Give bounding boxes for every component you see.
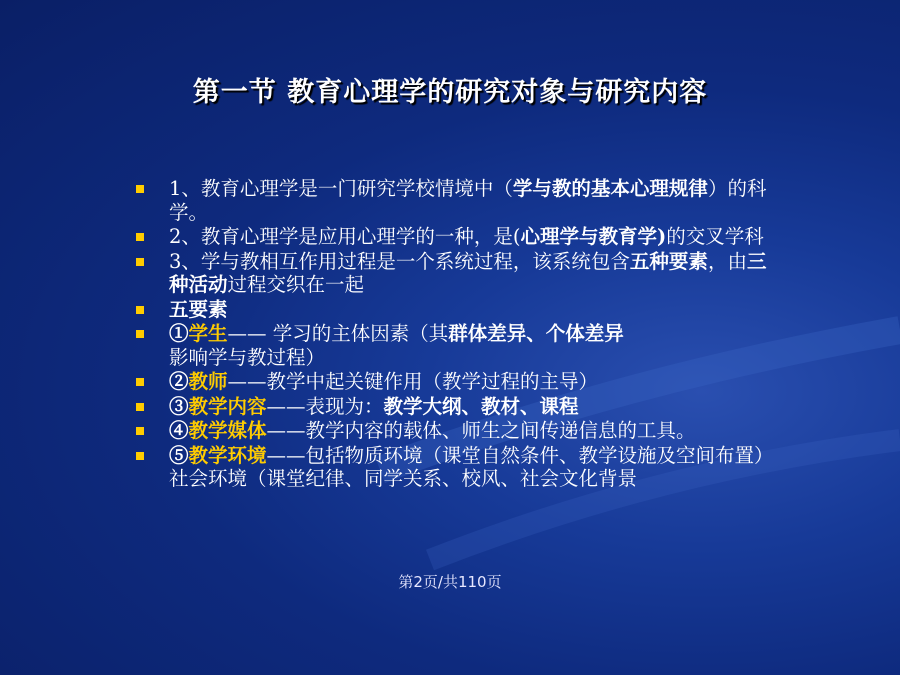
- list-item: [135, 225, 775, 249]
- item-highlight: 教学媒体: [188, 419, 267, 442]
- item-number: ①: [169, 322, 189, 345]
- bullet-square-icon: [136, 452, 144, 460]
- item-highlight: 教学内容: [188, 394, 267, 418]
- item-highlight: 教学环境: [188, 443, 267, 467]
- bullet-square-icon: [136, 258, 144, 266]
- item-text: ——教学中起关键作用（教学过程的主导）: [227, 370, 599, 393]
- list-item: [135, 177, 775, 224]
- bullet-square-icon: [136, 403, 144, 411]
- page-indicator: 第2页/共110页: [398, 573, 502, 591]
- item-text: 的交叉学科: [666, 225, 764, 248]
- list-item: [135, 370, 775, 394]
- list-item: [135, 250, 775, 297]
- item-text: 2、教育心理学是应用心理学的一种，是(: [169, 225, 521, 248]
- list-item: [135, 298, 775, 322]
- list-item: [135, 322, 775, 369]
- bullet-square-icon: [136, 233, 144, 241]
- item-text: 3、学与教相互作用过程是一个系统过程，该系统包含: [169, 249, 630, 273]
- item-number: ②: [169, 370, 189, 393]
- item-text: ——表现为：: [266, 394, 384, 418]
- bullet-list: [135, 177, 775, 492]
- item-text: ，由: [707, 249, 747, 273]
- bullet-square-icon: [136, 306, 144, 314]
- item-emphasis: 心理学与教育学): [520, 225, 667, 248]
- item-emphasis: 教学大纲、教材、课程: [383, 394, 579, 418]
- item-heading: 五要素: [169, 297, 228, 321]
- item-text: 过程交织在一起: [227, 273, 365, 296]
- item-number: ⑤: [169, 443, 189, 467]
- bullet-square-icon: [136, 427, 144, 435]
- item-text: —— 学习的主体因素（其: [227, 322, 449, 345]
- slide-title: 第一节 教育心理学的研究对象与研究内容: [192, 77, 708, 108]
- item-emphasis: 学与教的基本心理规律: [512, 177, 708, 200]
- list-item: [135, 444, 775, 491]
- item-text: ——教学内容的载体、师生之间传递信息的工具。: [266, 419, 696, 442]
- list-item: [135, 395, 775, 419]
- item-emphasis: 三种活动: [169, 249, 767, 296]
- item-text: 影响学与教过程）: [169, 345, 326, 369]
- item-highlight: 学生: [188, 322, 228, 345]
- bullet-square-icon: [136, 185, 144, 193]
- item-text: ——包括物质环境（课堂自然条件、教学设施及空间布置）社会环境（课堂纪律、同学关系、校风、社会文化背景: [169, 443, 774, 490]
- item-number: ③: [169, 394, 189, 418]
- item-highlight: 教师: [188, 370, 228, 393]
- item-number: ④: [169, 419, 189, 442]
- item-emphasis: 群体差异、个体差异: [448, 322, 624, 345]
- item-text: 1、教育心理学是一门研究学校情境中（: [169, 177, 513, 200]
- bullet-square-icon: [136, 378, 144, 386]
- bullet-square-icon: [136, 330, 144, 338]
- list-item: [135, 419, 775, 443]
- item-emphasis: 五种要素: [629, 249, 708, 273]
- item-text: ）的科学。: [169, 177, 767, 224]
